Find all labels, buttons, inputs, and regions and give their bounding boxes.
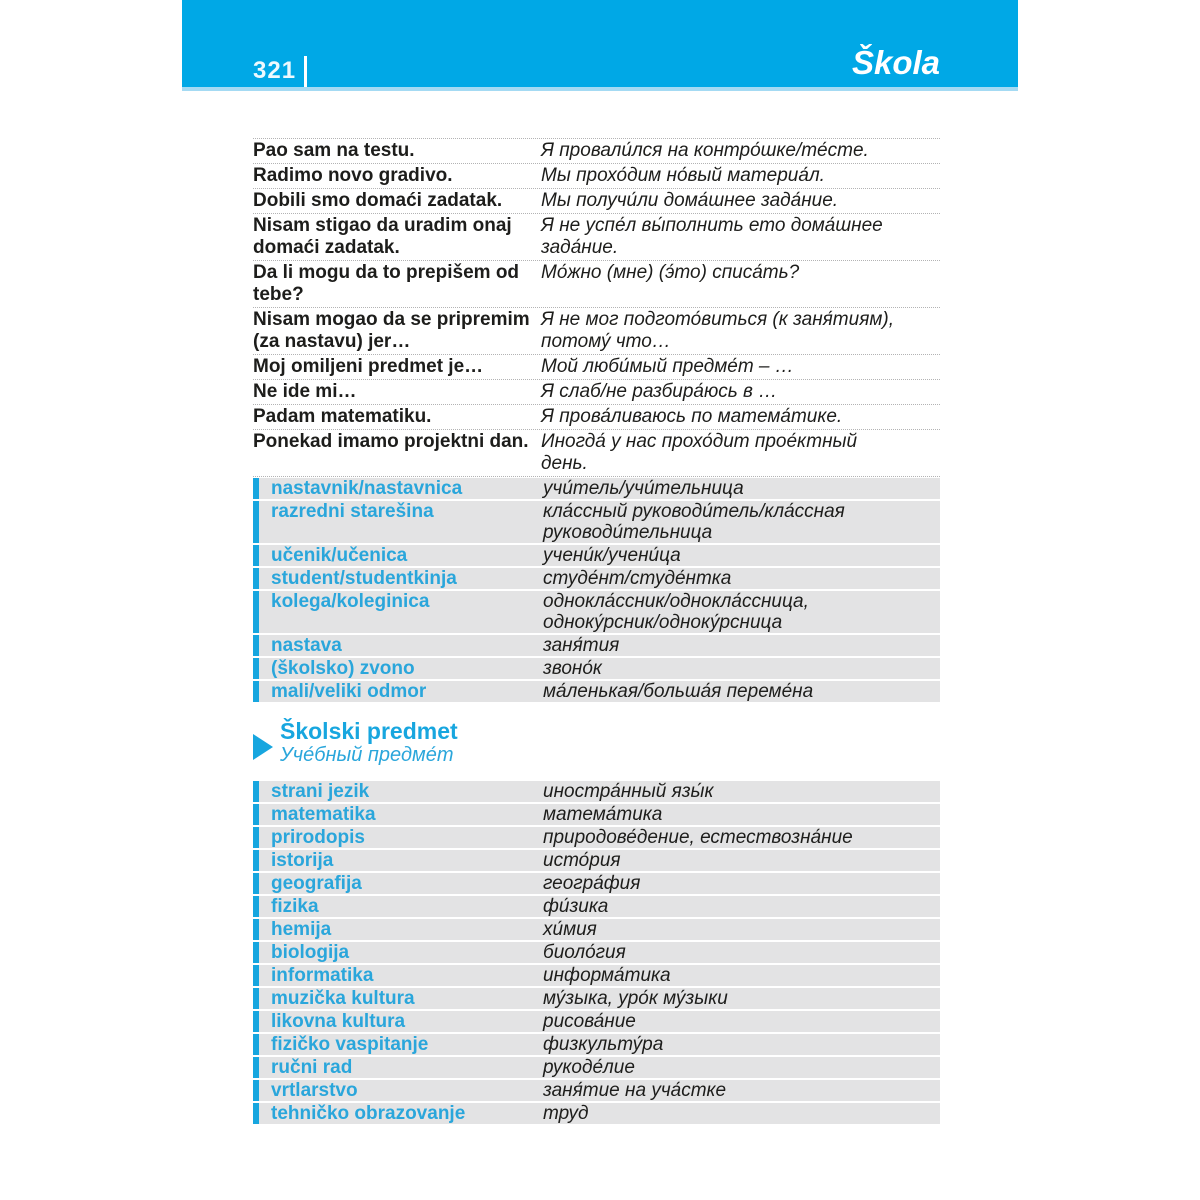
term-serbian: razredni starešina: [271, 501, 434, 522]
vocab-row: [253, 942, 940, 963]
vocab-row: [253, 965, 940, 986]
vocab-table-subjects: [253, 781, 940, 1126]
phrase-row: [253, 405, 940, 430]
term-russian: заня́тие на уча́стке: [543, 1080, 727, 1101]
phrase-russian: Я прова́ливаюсь по матема́тике.: [541, 406, 843, 427]
phrase-serbian: Nisam mogao da se pripremim (za nastavu) jer…: [253, 309, 530, 352]
term-russian: учени́к/учени́ца: [543, 545, 681, 566]
phrase-row: [253, 308, 940, 355]
phrase-russian: Я слаб/не разбира́юсь в …: [541, 381, 778, 402]
vocab-row: [253, 1080, 940, 1101]
term-serbian: tehničko obrazovanje: [271, 1103, 466, 1124]
term-serbian: hemija: [271, 919, 332, 940]
term-serbian: strani jezik: [271, 781, 370, 802]
term-serbian: geografija: [271, 873, 362, 894]
term-serbian: (školsko) zvono: [271, 658, 415, 679]
phrase-list: [253, 138, 940, 477]
phrase-row: [253, 214, 940, 261]
vocab-table-school: [253, 478, 940, 704]
vocab-row: [253, 478, 940, 499]
vocab-row: [253, 681, 940, 702]
term-serbian: vrtlarstvo: [271, 1080, 358, 1101]
term-russian: труд: [543, 1103, 589, 1124]
term-serbian: prirodopis: [271, 827, 365, 848]
vocab-row: [253, 896, 940, 917]
phrase-russian: Я провали́лся на контро́шке/те́сте.: [541, 140, 869, 161]
term-serbian: informatika: [271, 965, 374, 986]
vocab-row: [253, 545, 940, 566]
term-russian: звоно́к: [543, 658, 602, 679]
vocab-row: [253, 919, 940, 940]
section-header: [253, 719, 940, 767]
phrase-serbian: Da li mogu da to prepišem od tebe?: [253, 262, 520, 305]
term-serbian: matematika: [271, 804, 376, 825]
vocab-row: [253, 781, 940, 802]
term-russian: кла́ссный руководи́тель/кла́ссная руководи́тельница: [543, 501, 845, 543]
term-russian: студе́нт/студе́нтка: [543, 568, 732, 589]
vocab-row: [253, 850, 940, 871]
term-russian: иностра́нный язы́к: [543, 781, 714, 802]
phrase-serbian: Ponekad imamo projektni dan.: [253, 431, 529, 452]
term-russian: фи́зика: [543, 896, 609, 917]
term-russian: природове́дение, естествозна́ние: [543, 827, 853, 848]
term-russian: хи́мия: [543, 919, 597, 940]
term-serbian: muzička kultura: [271, 988, 415, 1009]
phrase-row: [253, 189, 940, 214]
phrase-row: [253, 380, 940, 405]
term-serbian: istorija: [271, 850, 334, 871]
phrase-serbian: Dobili smo domaći zadatak.: [253, 190, 503, 211]
term-russian: матема́тика: [543, 804, 663, 825]
term-russian: биоло́гия: [543, 942, 626, 963]
vocab-row: [253, 1103, 940, 1124]
term-serbian: nastava: [271, 635, 342, 656]
vocab-row: [253, 873, 940, 894]
phrase-russian: Иногда́ у нас прохо́дит прое́ктный день.: [541, 431, 858, 474]
term-serbian: mali/veliki odmor: [271, 681, 427, 702]
phrase-serbian: Pao sam na testu.: [253, 140, 415, 161]
term-russian: геогра́фия: [543, 873, 641, 894]
term-russian: рукоде́лие: [543, 1057, 635, 1078]
vocab-row: [253, 658, 940, 679]
term-russian: физкульту́ра: [543, 1034, 664, 1055]
header-bar-underline: [182, 87, 1018, 91]
term-russian: ма́ленькая/больша́я переме́на: [543, 681, 814, 702]
term-serbian: fizika: [271, 896, 319, 917]
term-russian: исто́рия: [543, 850, 621, 871]
term-serbian: likovna kultura: [271, 1011, 406, 1032]
phrase-russian: Я не мог подгото́виться (к заня́тиям), потому́ что…: [541, 309, 894, 352]
vocab-row: [253, 1034, 940, 1055]
vocab-row: [253, 501, 940, 543]
term-russian: информа́тика: [543, 965, 671, 986]
term-russian: заня́тия: [543, 635, 620, 656]
term-serbian: fizičko vaspitanje: [271, 1034, 429, 1055]
section-title-russian: Уче́бный предме́т: [280, 744, 454, 766]
phrase-serbian: Padam matematiku.: [253, 406, 432, 427]
phrase-row: [253, 139, 940, 164]
phrase-russian: Мы получи́ли дома́шнее зада́ние.: [541, 190, 839, 211]
phrase-row: [253, 261, 940, 308]
term-russian: однокла́ссник/однокла́ссница, одноку́рсник/одноку́рсница: [543, 591, 809, 633]
term-serbian: nastavnik/nastavnica: [271, 478, 463, 499]
vocab-row: [253, 988, 940, 1009]
phrase-serbian: Ne ide mi…: [253, 381, 357, 402]
phrase-row: [253, 164, 940, 189]
term-russian: рисова́ние: [543, 1011, 636, 1032]
term-serbian: student/studentkinja: [271, 568, 457, 589]
vocab-row: [253, 635, 940, 656]
chapter-header-bar: [182, 0, 1018, 87]
phrase-serbian: Radimo novo gradivo.: [253, 165, 453, 186]
term-serbian: ručni rad: [271, 1057, 353, 1078]
section-title-serbian: Školski predmet: [280, 718, 458, 744]
vocab-row: [253, 568, 940, 589]
vocab-row: [253, 591, 940, 633]
phrase-russian: Мо́жно (мне) (э́то) списа́ть?: [541, 262, 800, 283]
page-number: 321: [253, 57, 297, 84]
phrase-russian: Мой люби́мый предме́т – …: [541, 356, 794, 377]
term-serbian: kolega/koleginica: [271, 591, 430, 612]
vocab-row: [253, 1011, 940, 1032]
phrase-russian: Я не успе́л вы́полнить ето дома́шнее зада́ние.: [541, 215, 883, 258]
vocab-row: [253, 827, 940, 848]
term-serbian: biologija: [271, 942, 350, 963]
term-russian: учи́тель/учи́тельница: [543, 478, 744, 499]
term-russian: му́зыка, уро́к му́зыки: [543, 988, 728, 1009]
phrase-russian: Мы прохо́дим но́вый материа́л.: [541, 165, 825, 186]
vocab-row: [253, 1057, 940, 1078]
phrase-serbian: Moj omiljeni predmet je…: [253, 356, 484, 377]
phrase-row: [253, 355, 940, 380]
section-arrow-icon: [253, 734, 273, 760]
term-serbian: učenik/učenica: [271, 545, 408, 566]
phrase-serbian: Nisam stigao da uradim onaj domaći zadatak.: [253, 215, 512, 258]
vocab-row: [253, 804, 940, 825]
phrase-row: [253, 430, 940, 477]
chapter-title: Škola: [851, 44, 940, 81]
